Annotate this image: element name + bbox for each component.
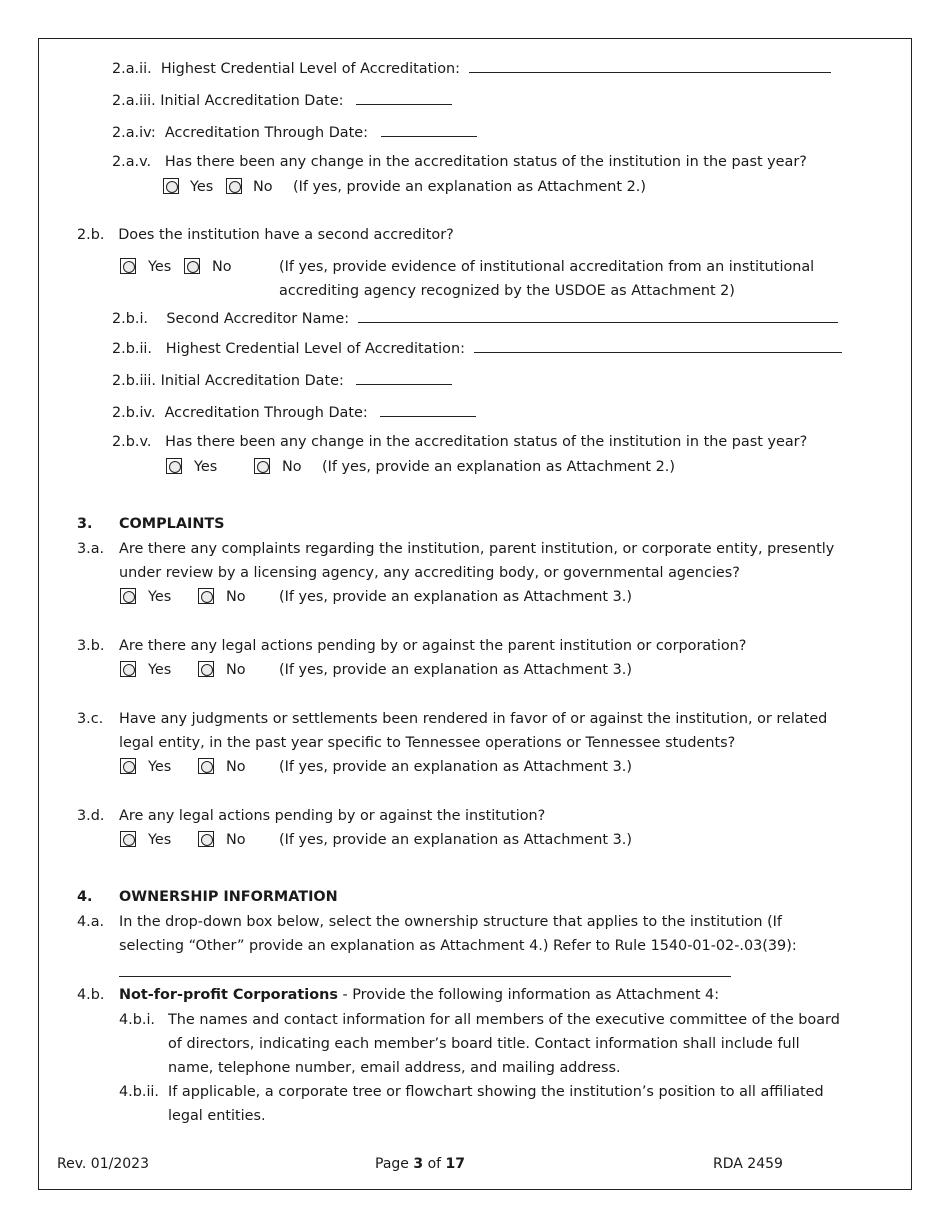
question-text: Has there been any change in the accreditation status of the institution in the past year? (165, 434, 808, 450)
question-text: Has there been any change in the accreditation status of the institution in the past year? (164, 154, 807, 170)
attachment-note-cont: accrediting agency recognized by the USDOE as Attachment 2) (279, 283, 735, 299)
attachment-note: (If yes, provide an explanation as Attachment 2.) (322, 459, 675, 475)
no-label: No (226, 759, 246, 775)
item-number: 3.b. (77, 638, 105, 654)
field-label: Initial Accreditation Date: (160, 93, 344, 109)
field-2b-ii (112, 338, 842, 358)
yes-label: Yes (148, 662, 172, 678)
field-2a-iii (112, 90, 452, 110)
question-3c-line2: legal entity, in the past year specific to Tennessee operations or Tennessee students? (119, 735, 736, 751)
yes-label: Yes (148, 759, 172, 775)
footer-page-number (375, 1155, 465, 1173)
section-title-ownership: OWNERSHIP INFORMATION (119, 889, 338, 905)
question-2b-v (112, 433, 807, 451)
attachment-note: (If yes, provide an explanation as Attachment 2.) (293, 179, 646, 195)
no-radio[interactable] (198, 661, 214, 677)
question-4b (119, 986, 719, 1004)
yes-radio[interactable] (120, 831, 136, 847)
field-label: Highest Credential Level of Accreditation: (160, 61, 461, 77)
page-current: 3 (413, 1156, 424, 1172)
question-4a-line2: selecting “Other” provide an explanation as Attachment 4.) Refer to Rule 1540-01-02-.03(39): (119, 938, 797, 954)
yes-label: Yes (148, 589, 172, 605)
item-number: 2.b.ii. (112, 341, 153, 357)
question-3a-line1: Are there any complaints regarding the institution, parent institution, or corporate entity, presently (119, 541, 835, 557)
section-number: 4. (77, 889, 93, 905)
no-radio[interactable] (198, 758, 214, 774)
field-label: Highest Credential Level of Accreditation: (165, 341, 465, 357)
yes-label: Yes (194, 459, 218, 475)
footer-revision: Rev. 01/2023 (57, 1156, 149, 1172)
question-text: Does the institution have a second accreditor? (118, 227, 454, 243)
yes-label: Yes (148, 832, 172, 848)
no-radio[interactable] (184, 258, 200, 274)
second-accreditor-name-input[interactable] (358, 308, 838, 323)
no-radio[interactable] (254, 458, 270, 474)
item-number: 2.a.ii. (112, 61, 152, 77)
item-number: 2.b.iii. (112, 373, 157, 389)
item-number: 2.a.iv: (112, 125, 156, 141)
question-3a-line2: under review by a licensing agency, any accrediting body, or governmental agencies? (119, 565, 740, 581)
item-number: 2.b. (77, 227, 105, 243)
item-4bii-line2: legal entities. (168, 1108, 266, 1124)
item-number: 4.b.i. (119, 1012, 156, 1028)
field-2a-ii (112, 58, 831, 78)
field-label: Accreditation Through Date: (164, 125, 368, 141)
section-title-complaints: COMPLAINTS (119, 516, 225, 532)
yes-label: Yes (148, 259, 172, 275)
no-label: No (226, 589, 246, 605)
yes-radio[interactable] (120, 258, 136, 274)
item-4bii-line1: If applicable, a corporate tree or flowchart showing the institution’s position to all affiliated (168, 1084, 824, 1100)
item-number: 2.a.v. (112, 154, 152, 170)
through-date-input[interactable] (381, 122, 477, 137)
page-word: Page (375, 1156, 409, 1172)
page-of: of (427, 1156, 442, 1172)
question-2a-v (112, 153, 807, 171)
bold-heading: Not-for-profit Corporations (119, 987, 338, 1003)
no-radio[interactable] (226, 178, 242, 194)
field-2b-iv (112, 402, 476, 422)
item-number: 2.b.i. (112, 311, 149, 327)
highest-credential-input[interactable] (474, 338, 842, 353)
no-label: No (212, 259, 232, 275)
question-3b-line1: Are there any legal actions pending by or against the parent institution or corporation? (119, 638, 747, 654)
attachment-note: (If yes, provide evidence of institutional accreditation from an institutional (279, 259, 815, 275)
yes-radio[interactable] (120, 758, 136, 774)
field-2b-iii (112, 370, 452, 390)
item-number: 2.a.iii. (112, 93, 156, 109)
field-2b-i (112, 308, 838, 328)
highest-credential-input[interactable] (469, 58, 831, 73)
yes-radio[interactable] (120, 661, 136, 677)
item-number: 4.b. (77, 987, 105, 1003)
no-label: No (226, 832, 246, 848)
question-4a-line1: In the drop-down box below, select the ownership structure that applies to the institution (If (119, 914, 782, 930)
item-4bi-line3: name, telephone number, email address, and mailing address. (168, 1060, 621, 1076)
question-text: - Provide the following information as Attachment 4: (337, 987, 720, 1003)
field-label: Initial Accreditation Date: (160, 373, 344, 389)
question-3d-line1: Are any legal actions pending by or against the institution? (119, 808, 546, 824)
field-2a-iv (112, 122, 477, 142)
page-total: 17 (445, 1156, 465, 1172)
yes-radio[interactable] (120, 588, 136, 604)
field-label: Accreditation Through Date: (164, 405, 368, 421)
item-number: 3.d. (77, 808, 105, 824)
item-number: 3.a. (77, 541, 105, 557)
item-number: 4.b.ii. (119, 1084, 160, 1100)
no-label: No (226, 662, 246, 678)
no-radio[interactable] (198, 831, 214, 847)
attachment-note: (If yes, provide an explanation as Attachment 3.) (279, 832, 632, 848)
question-2b (77, 226, 454, 244)
initial-date-input[interactable] (356, 370, 452, 385)
item-4bi-line2: of directors, indicating each member’s board title. Contact information shall include full (168, 1036, 800, 1052)
item-number: 2.b.v. (112, 434, 152, 450)
initial-date-input[interactable] (356, 90, 452, 105)
question-3c-line1: Have any judgments or settlements been rendered in favor of or against the institution, or related (119, 711, 828, 727)
yes-radio[interactable] (163, 178, 179, 194)
attachment-note: (If yes, provide an explanation as Attachment 3.) (279, 759, 632, 775)
yes-radio[interactable] (166, 458, 182, 474)
yes-label: Yes (190, 179, 214, 195)
item-4bi-line1: The names and contact information for all members of the executive committee of the board (168, 1012, 840, 1028)
field-label: Second Accreditor Name: (166, 311, 350, 327)
no-label: No (253, 179, 273, 195)
through-date-input[interactable] (380, 402, 476, 417)
no-label: No (282, 459, 302, 475)
item-number: 2.b.iv. (112, 405, 156, 421)
attachment-note: (If yes, provide an explanation as Attachment 3.) (279, 662, 632, 678)
section-number: 3. (77, 516, 93, 532)
attachment-note: (If yes, provide an explanation as Attachment 3.) (279, 589, 632, 605)
no-radio[interactable] (198, 588, 214, 604)
ownership-structure-dropdown[interactable] (119, 976, 731, 977)
footer-form-id: RDA 2459 (713, 1156, 783, 1172)
item-number: 4.a. (77, 914, 105, 930)
item-number: 3.c. (77, 711, 104, 727)
